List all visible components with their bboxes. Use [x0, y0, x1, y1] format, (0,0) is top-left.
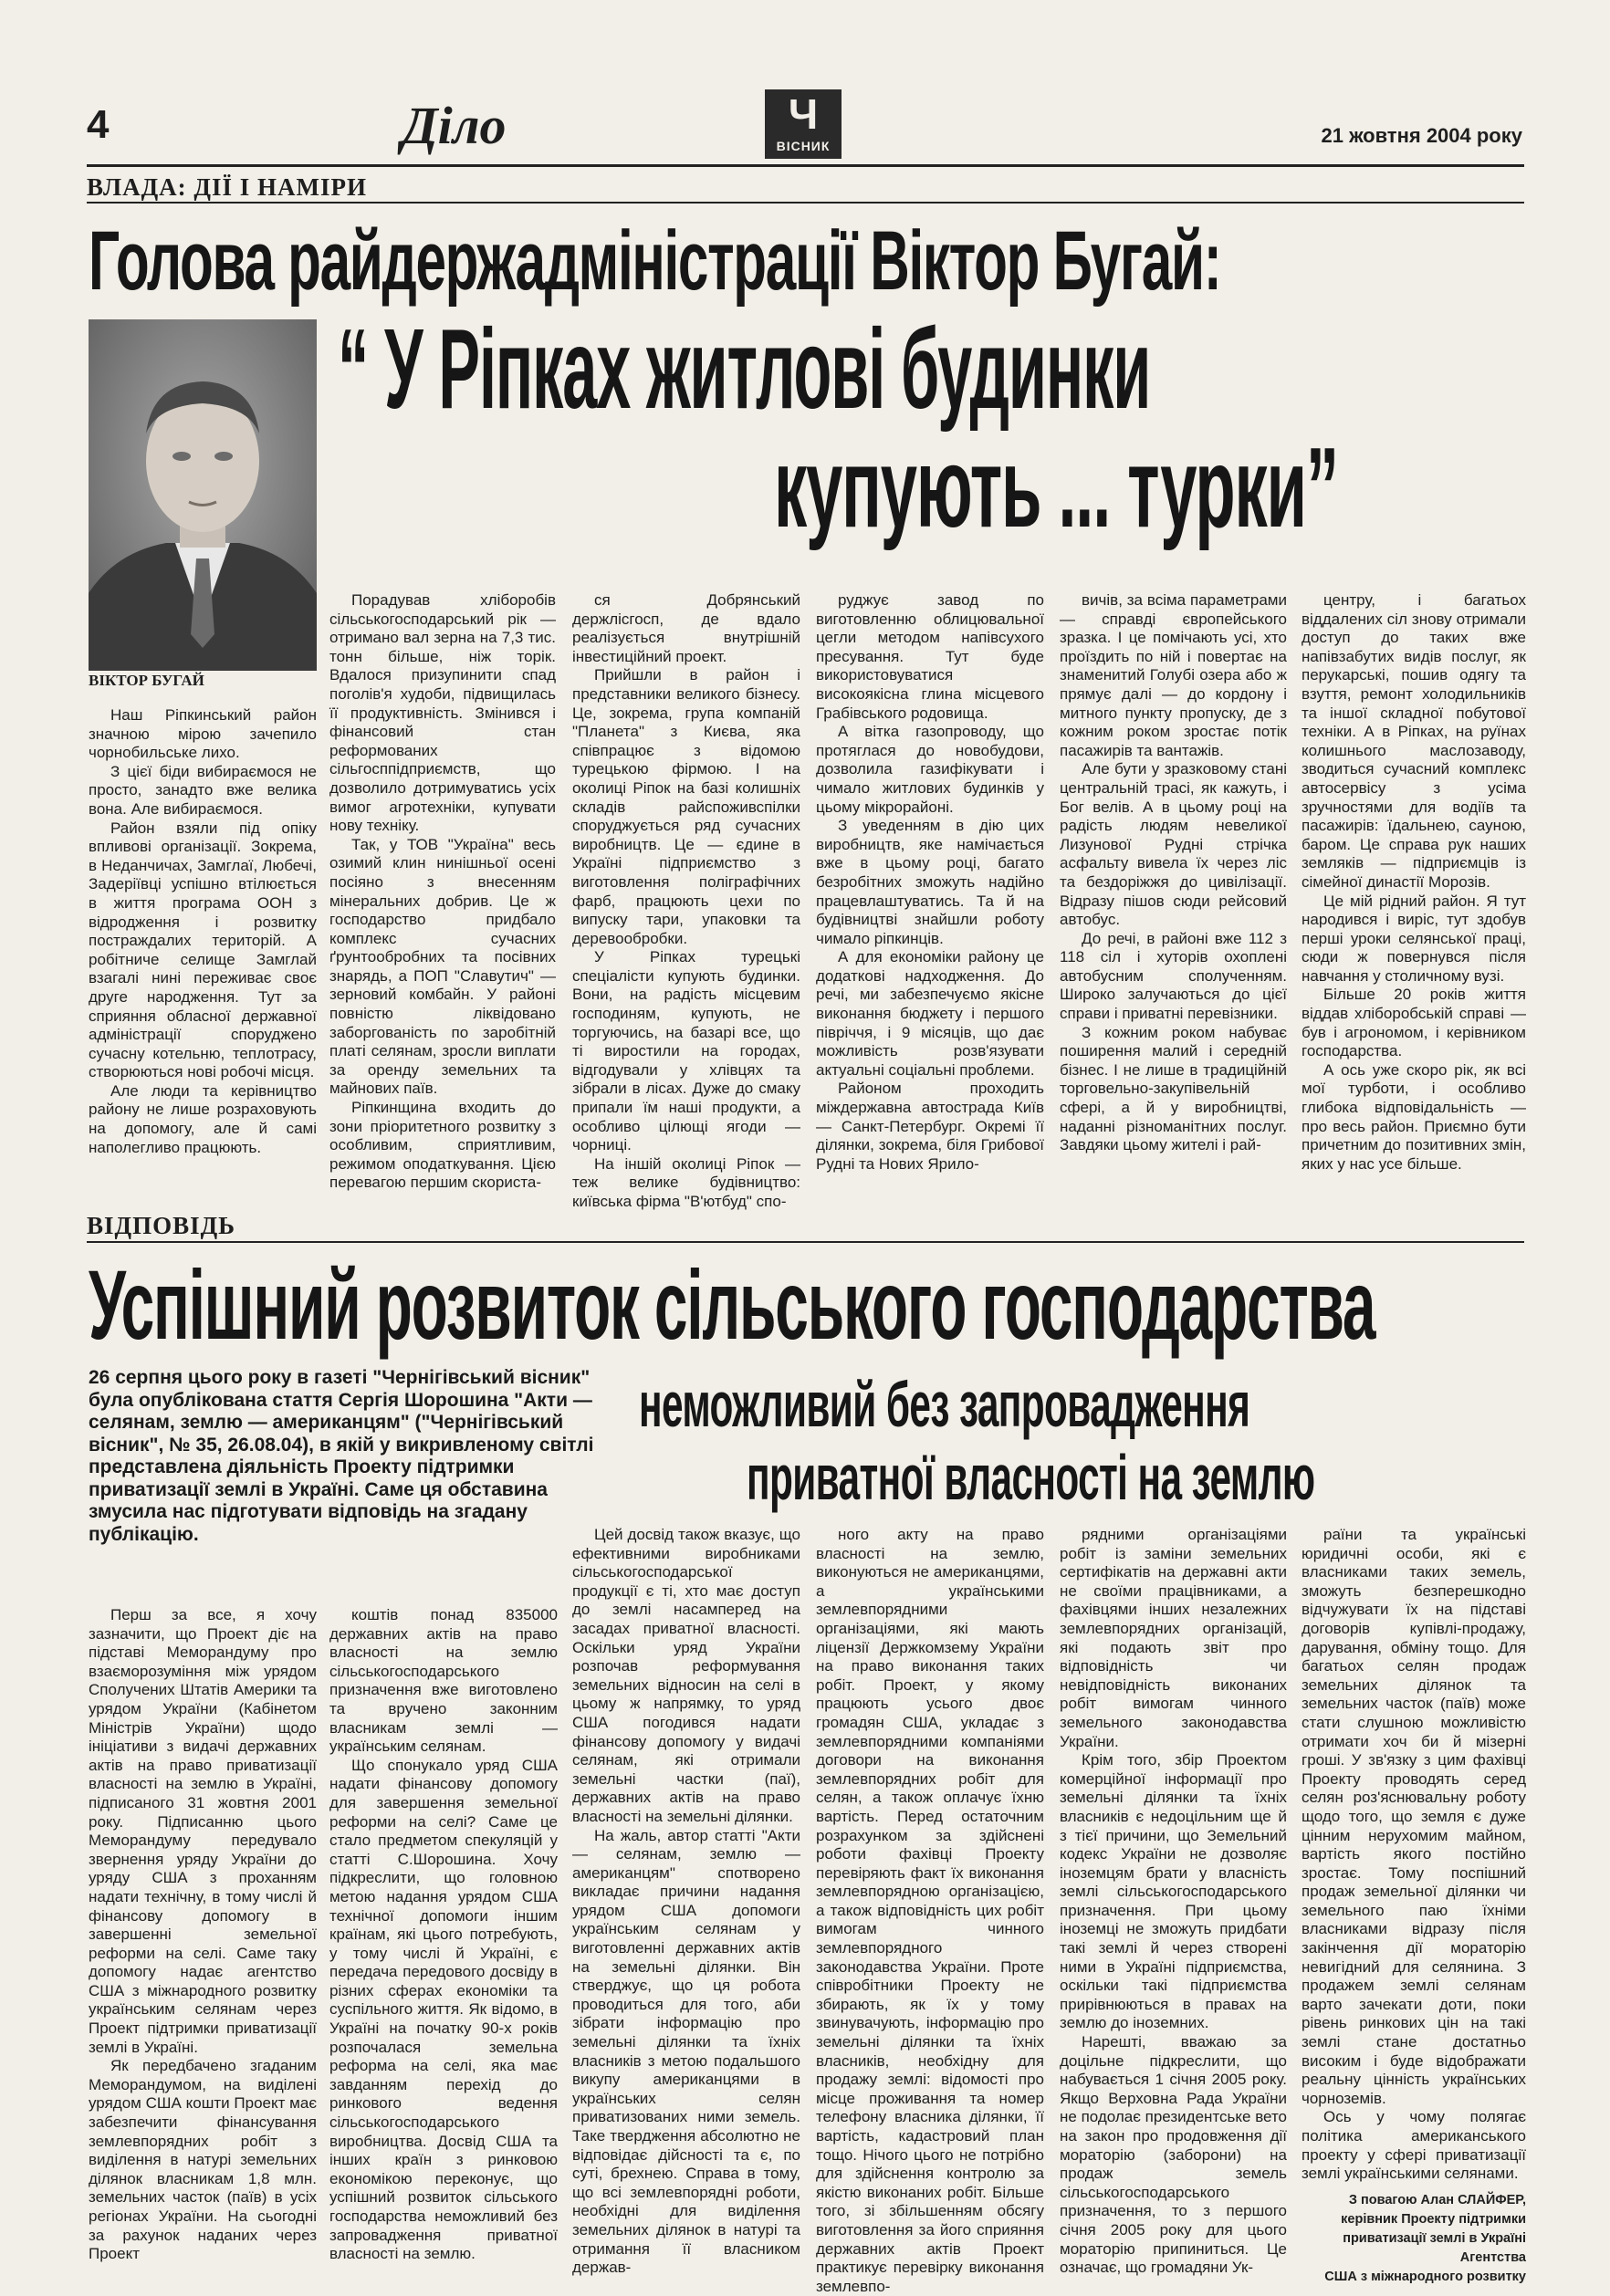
headline-1: Голова райдержадміністрації Віктор Бугай:	[89, 214, 1221, 308]
article1-column-3	[572, 591, 800, 1210]
paragraph: Як передбачено згаданим Меморандумом, на виділені урядом США кошти Проект має забезпечити фінансування землевпорядних робіт з виділення в натурі земельних ділянок власникам 1,8 млн. земельних часток (паїв) в усіх регіонах України. На сьогодні за рахунок наданих через Проект	[89, 2057, 317, 2263]
newspaper-logo	[765, 89, 842, 159]
paragraph: ного акту на право власності на землю, виконуються не американцями, а українськими землевпорядними організаціями, які мають ліцензії Держкомзему України на право виконання таких робіт. Проект, у якому працюють усього двоє громадян США, укладає з землевпорядними компаніями договори на виконання землевпорядних робіт для селян, а також оплачує їхню вартість. Перед остаточним розрахунком за здійснені роботи фахівці Проекту перевіряють факт їх виконання землевпорядною організацією, а також відповідність цих робіт вимогам чинного землевпорядного законодавства України. Проте співробітники Проекту не збирають, як їх у тому звинувачують, інформацію про земельні ділянки та їхніх власників, необхідну для продажу землі: відомості про місце проживання та номер телефону власника ділянки, її вартість, кадастровий план тощо. Нічого цього не потрібно для здійснення контролю за якістю виконаних робіт. Більше того, зі збільшенням обсягу виготовлення за його сприяння державних актів Проект практикує перевірку виконання землевпо-	[816, 1526, 1044, 2295]
portrait-photo	[89, 319, 317, 671]
paragraph: А для економіки району це додаткові надходження. До речі, ми забезпечуємо якісне виконання бюджету і першого півріччя, і 9 місяців, що дає можливість розв'язувати актуальні соціальні проблеми.	[816, 948, 1044, 1079]
column-text	[329, 591, 556, 1193]
column-text	[816, 591, 1044, 1174]
article1-column-6	[1302, 591, 1526, 1185]
paragraph: ся Добрянський держлісгосп, де вдало реалізується внутрішній інвестиційний проект.	[572, 591, 800, 665]
logo-letter: Ч	[788, 90, 819, 138]
article2-column-1	[89, 1606, 317, 2263]
subheadline-line2: приватної власності на землю	[747, 1442, 1315, 1513]
headline-2: Успішний розвиток сільського господарства	[89, 1249, 1375, 1360]
quote-headline-line1: “ У Ріпках житлові будинки	[338, 307, 1151, 433]
portrait-image	[89, 319, 317, 671]
article2-lead: 26 серпня цього року в газеті "Чернігівський вісник" була опублікована стаття Сергія Шорошина "Акти — селянам, землю — американцям" ("Чернігівський вісник", № 35, 26.08.04), в якій у викривленому світлі представлена діяльність Проекту підтримки приватизації землі в Україні. Саме ця обставина змусила нас підготувати відповідь на згадану публікацію.	[89, 1367, 594, 1545]
article2-column-6	[1302, 1526, 1526, 2284]
photo-caption: ВІКТОР БУГАЙ	[89, 672, 204, 689]
paragraph: А ось уже скоро рік, як всі мої турботи, і особливо глибока відповідальність — про весь район. Приємно бути причетним до позитивних змін, яких у нас усе більше.	[1302, 1060, 1526, 1173]
article1-column-5	[1060, 591, 1287, 1185]
column-text	[1060, 1526, 1287, 2278]
paragraph: Ріпкинщина входить до зони пріоритетного розвитку з особливим, сприятливим, режимом оподаткування. Цією перевагою першим скориста-	[329, 1099, 556, 1192]
subheadline-line1: неможливий без запровадження	[639, 1369, 1250, 1440]
article1-column-1	[89, 706, 317, 1181]
rubric-vidpovid: ВІДПОВІДЬ	[87, 1212, 236, 1239]
rubric-rule	[87, 202, 1524, 204]
column-text	[329, 1606, 558, 2264]
paragraph: На жаль, автор статті "Акти — селянам, землю — американцям" спотворено викладає причини надання урядом США допомоги українським селянам у виготовленні державних актів на земельні ділянки. Він стверджує, що ця робота проводиться для того, аби зібрати інформацію про земельні ділянки та їхніх власників з метою подальшого викупу американцями в українських селян приватизованих ними земель. Таке твердження абсолютно не відповідає дійсності та є, по суті, брехнею. Справа в тому, що всі землевпорядні роботи, необхідні для виділення земельних ділянок в натурі та отримання її власником держав-	[572, 1826, 800, 2277]
paragraph: Що спонукало уряд США надати фінансову допомогу для завершення земельної реформи на селі? Саме це стало предметом спекуляцій у статті С.Шорошина. Хочу підкреслити, що головною метою надання урядом США технічної допомоги іншим країнам, які цього потребують, у тому числі й Україні, є передача передового досвіду в різних сферах економіки та суспільного життя. Як відомо, в Україні на початку 90-х років розпочалася земельна реформа на селі, яка має завданням перехід до ринкового ведення сільськогосподарського виробництва. Досвід США та інших країн з ринковою економікою переконує, що успішний розвиток сільського господарства неможливий без запровадження приватної власності на землю.	[329, 1756, 558, 2263]
paragraph: центру, і багатьох віддалених сіл знову отримали доступ до таких вже напівзабутих видів послуг, як перукарські, пошив одягу та взуття, ремонт холодильників та іншої складної побутової техніки. А в Ріпках, на руїнах колишнього маслозаводу, зводиться сучасний комплекс автосервісу з усіма зручностями для водіїв та пасажирів: їдальнею, сауною, баром. Це справа рук наших земляків — підприємців із сімейної династії Морозів.	[1302, 591, 1526, 891]
header-rule	[87, 164, 1524, 167]
column-text	[1302, 1526, 1526, 2184]
paragraph: Порадував хліборобів сільськогосподарський рік — отримано вал зерна на 7,3 тис. тонн більше, ніж торік. Вдалося призупинити спад поголів'я худоби, підвищилась її продуктивність. Змінився і фінансовий стан реформованих сільгосппідприємств, що дозволило дотримуватись усіх вимог агротехніки, купувати нову техніку.	[329, 591, 556, 835]
column-text	[89, 1606, 317, 2264]
article1-column-4	[816, 591, 1044, 1185]
column-text	[816, 1526, 1044, 2296]
paragraph: вичів, за всіма параметрами — справді європейського зразка. І це помічають усі, хто проїздить по ній і повертає на знаменитий Голубі озера або ж прямує далі — до кордону і митного пункту пропуску, де з кожним роком зростає потік пасажирів та вантажів.	[1060, 591, 1287, 759]
signature-line: приватизації землі в Україні Агентства	[1343, 2230, 1526, 2265]
rubric-rule-2	[87, 1241, 1524, 1243]
column-text	[572, 591, 800, 1212]
logo-word: ВІСНИК	[776, 139, 831, 153]
column-text	[1302, 591, 1526, 1174]
signature-block	[1302, 2191, 1526, 2287]
paragraph: Перш за все, я хочу зазначити, що Проект діє на підставі Меморандуму про взаєморозуміння між урядом Сполучених Штатів Америки та урядом України (Кабінетом Міністрів України) щодо ініціативи з видачі державних актів на право приватизації власності на землю в Україні, підписаного 31 жовтня 2001 року. Підписанню цього Меморандуму передувало звернення уряду України до уряду США з проханням надати технічну, в тому числі й фінансову допомогу в завершенні земельної реформи на селі. Саме таку допомогу надає агентство США з міжнародного розвитку українським селянам через Проект підтримки приватизації землі в Україні.	[89, 1606, 317, 2056]
column-text	[1060, 591, 1287, 1155]
paragraph: У Ріпках турецькі спеціалісти купують будинки. Вони, на радість місцевим господиням, купують, не торгуючись, на базарі все, що ті виростили на городах, відгодували у хлівцях та зібрали в лісах. Дуже до смаку припали їм наші продукти, а особливо цілющі ягоди — чорниці.	[572, 948, 800, 1154]
paragraph: Цей досвід також вказує, що ефективними виробниками сільськогосподарської продукції є ті, хто має доступ до землі насамперед на засадах приватної власності. Оскільки уряд України розпочав реформування земельних відносин на селі в цьому ж напрямку, то уряд США погодився надати фінансову допомогу у видачі селянам, які отримали земельні частки (паї), державних актів на право власності на земельні ділянки.	[572, 1526, 800, 1825]
article2-column-4	[816, 1526, 1044, 2295]
section-title: Діло	[402, 96, 507, 155]
article2-column-3	[572, 1526, 800, 2277]
paragraph: Район взяли під опіку впливові організації. Зокрема, в Неданчичах, Замглаї, Любечі, Задеріївці успішно втілюється в життя програма ООН з відродження і розвитку постраждалих територій. А робітниче селище Замглай взагалі нині переживає своє друге народження. Тут за сприяння обласної державної адміністрації споруджено сучасну котельню, теплотрасу, створюються нові робочі місця.	[89, 819, 317, 1081]
paragraph: Так, у ТОВ "Україна" весь озимий клин нинішньої осені посіяно з внесенням мінеральних добрив. Це ж господарство придбало комплекс сучасних ґрунтообробних та посівних знарядь, а ПОП "Славутич" — зерновий комбайн. У районі повністю ліквідовано заборгованість по заробітній платі селянам, зросли виплати за оренду земельних та майнових паїв.	[329, 835, 556, 1098]
paragraph: Ось у чому полягає політика американського проекту у сфері приватизації землі українськими селянами.	[1302, 2108, 1526, 2183]
paragraph: А вітка газопроводу, що протяглася до новобудови, дозволила газифікувати і чимало житлових будинків у цьому мікрорайоні.	[816, 723, 1044, 816]
paragraph: Наш Ріпкинський район значною мірою зачепило чорнобильське лихо.	[89, 706, 317, 762]
issue-date: 21 жовтня 2004 року	[1321, 124, 1522, 147]
paragraph: З кожним роком набуває поширення малий і середній бізнес. І не лише в традиційній торговельно-закупівельній сфері, а й у виробництві, наданні різноманітних послуг. Завдяки цьому жителі і рай-	[1060, 1023, 1287, 1154]
page-number: 4	[87, 102, 110, 147]
paragraph: З уведенням в дію цих виробництв, яке намічається вже в цьому році, багато безробітних зможуть надійно працевлаштуватись. Та й на будівництві знайшли роботу чимало ріпкинців.	[816, 817, 1044, 947]
paragraph: коштів понад 835000 державних актів на право власності на землю сільськогосподарського призначення вже виготовлено та вручено законним власникам землі — українським селянам.	[329, 1606, 558, 1756]
article2-column-2	[329, 1606, 558, 2263]
paragraph: На іншій околиці Ріпок — теж велике будівництво: київська фірма "В'ютбуд" спо-	[572, 1154, 800, 1210]
quote-headline-line2: купують ... турки”	[774, 425, 1338, 551]
paragraph: Але люди та керівництво району не лише розраховують на допомогу, але й самі наполегливо працюють.	[89, 1081, 317, 1156]
paragraph: раїни та українські юридичні особи, які є власниками таких земель, зможуть безперешкодно відчужувати їх на підставі договорів купівлі-продажу, дарування, обміну тощо. Для багатьох селян продаж земельних ділянок та земельних часток (паїв) може стати слушною можливістю отримати хоч би й мізерні гроші. У зв'язку з цим фахівці Проекту проводять серед селян роз'яснювальну роботу щодо того, що земля є дуже цінним нерухомим майном, вартість якого постійно зростає. Тому поспішний продаж земельної ділянки чи земельного паю їхніми власниками відразу після закінчення дії мораторію невигідний для селянина. З продажем землі селянам варто зачекати доти, поки рівень ринкових цін на такі землі стане достатньо високим і буде відображати реальну цінність українських чорноземів.	[1302, 1526, 1526, 2107]
paragraph: Це мій рідний район. Я тут народився і виріс, тут здобув перші уроки селянської праці, сюди ж повернувся після навчання у столичному вузі.	[1302, 892, 1526, 985]
signature-line: США з міжнародного розвитку	[1324, 2269, 1526, 2284]
rubric-vlada: ВЛАДА: ДІЇ І НАМІРИ	[87, 173, 367, 201]
paragraph: До речі, в районі вже 112 з 118 сіл і хуторів охоплені автобусним сполученням. Широко залучаються до цієї справи і приватні перевізники.	[1060, 929, 1287, 1023]
article2-column-5	[1060, 1526, 1287, 2277]
paragraph: Нарешті, вважаю за доцільне підкреслити, що набувається 1 січня 2005 року. Якщо Верховна Рада України не подолає президентське вето на закон про продовження дії мораторію (заборони) на продаж земель сільськогосподарського призначення, то з першого січня 2005 року для цього мораторію припиниться. Це означає, що громадяни Ук-	[1060, 2033, 1287, 2277]
paragraph: Більше 20 років життя віддав хліборобській справі — був і агрономом, і керівником господарства.	[1302, 986, 1526, 1060]
column-text	[89, 706, 317, 1157]
paragraph: Районом проходить міждержавна автострада Київ — Санкт-Петербург. Окремі її ділянки, зокрема, біля Грибової Рудні та Нових Ярило-	[816, 1080, 1044, 1173]
paragraph: Але бути у зразковому стані центральній трасі, як кажуть, і Бог велів. А в цьому році на радість людям невеликої Лизунової Рудні стрічка асфальту вивела їх через ліс та бездоріжжя до цивілізації. Відразу пішов сюди рейсовий автобус.	[1060, 760, 1287, 929]
paragraph: руджує завод по виготовленню облицювальної цегли методом напівсухого пресування. Тут буде використовуватися високоякісна глина місцевого Грабівського родовища.	[816, 591, 1044, 722]
article1-column-2	[329, 591, 556, 1192]
paragraph: Прийшли в район і представники великого бізнесу. Це, зокрема, група компаній "Планета" з Києва, яка співпрацює з відомою турецькою фірмою. І на околиці Ріпок на базі колишніх складів райспоживспілки споруджується ряд сучасних виробництв. Це — єдине в Україні підприємство з виготовлення поліграфічних фарб, працюють цехи по випуску тари, упаковки та деревообробки.	[572, 666, 800, 947]
column-text	[572, 1526, 800, 2278]
signature-line: керівник Проекту підтримки	[1341, 2211, 1526, 2227]
signature-line: З повагою Алан СЛАЙФЕР,	[1348, 2192, 1526, 2207]
paragraph: Крім того, збір Проектом комерційної інформації про земельні ділянки та їхніх власників є недоцільним ще й з тієї причини, що Земельний кодекс України не дозволяє іноземцям брати у власність землі сільськогосподарського призначення. При цьому іноземці не зможуть придбати такі землі й через створені ними в Україні підприємства, оскільки такі підприємства прирівнюються в правах на землю до іноземних.	[1060, 1751, 1287, 2032]
paragraph: рядними організаціями робіт із заміни земельних сертифікатів на державні акти не своїми працівниками, а фахівцями інших незалежних землевпорядних організацій, які подають звіт про відповідність чи невідповідність виконаних робіт вимогам чинного земельного законодавства України.	[1060, 1526, 1287, 1750]
paragraph: З цієї біди вибираємося не просто, занадто вже велика вона. Але вибираємося.	[89, 762, 317, 818]
